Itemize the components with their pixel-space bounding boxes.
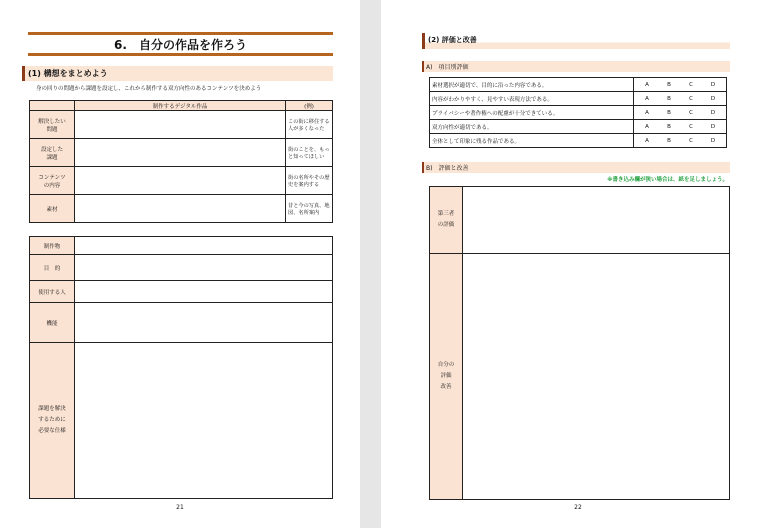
evaluation-table	[429, 186, 730, 500]
section-marker	[422, 33, 425, 49]
grade-d[interactable]: D	[710, 81, 716, 88]
page-22	[381, 0, 765, 528]
plan-row-input[interactable]	[75, 195, 286, 223]
sub-heading-a	[422, 61, 730, 72]
plan-header-blank	[30, 101, 75, 111]
instruction-text: 身の回りの問題から課題を設定し、これから制作する双方向性のあるコンテンツを決めよう	[36, 86, 262, 92]
spec-row-label: 機能	[30, 303, 75, 343]
spec-row-input[interactable]	[75, 303, 333, 343]
grade-c[interactable]: C	[689, 109, 693, 116]
section-marker	[22, 66, 25, 81]
plan-row-label: 解決したい 問題	[30, 111, 75, 139]
grade-d[interactable]: D	[710, 95, 716, 102]
section-heading-1-text: (1) 構想をまとめよう	[28, 69, 108, 78]
spec-row-input[interactable]	[75, 281, 333, 303]
section-heading-1	[22, 66, 333, 81]
sub-marker	[422, 162, 424, 173]
plan-header-example: (例)	[286, 101, 333, 111]
spec-row-label: 制作物	[30, 237, 75, 255]
plan-row-label: コンテンツ の内容	[30, 167, 75, 195]
sub-heading-b-text: B) 評価と改善	[426, 165, 469, 172]
grade-d[interactable]: D	[710, 137, 716, 144]
grade-cell[interactable]	[634, 120, 727, 134]
grade-cell[interactable]	[634, 92, 727, 106]
sub-heading-a-text: A) 項目別評価	[426, 64, 469, 71]
grade-cell[interactable]	[634, 106, 727, 120]
plan-row-input[interactable]	[75, 111, 286, 139]
eval-row-input[interactable]	[463, 254, 730, 500]
spec-row-label: 使用する人	[30, 281, 75, 303]
eval-row-label: 自分の 評価 改善	[430, 254, 463, 500]
plan-row-input[interactable]	[75, 167, 286, 195]
note-text: ※書き込み欄が狭い場合は、紙を足しましょう。	[607, 177, 728, 183]
grade-a[interactable]: A	[645, 81, 649, 88]
sub-heading-b	[422, 162, 730, 173]
plan-header-work: 制作するデジタル作品	[75, 101, 286, 111]
spec-row-label: 目 的	[30, 255, 75, 281]
grade-a[interactable]: A	[645, 123, 649, 130]
page-title: 6. 自分の作品を作ろう	[114, 38, 247, 52]
grade-b[interactable]: B	[667, 95, 671, 102]
title-rule-bottom	[28, 53, 333, 56]
grade-d[interactable]: D	[710, 109, 716, 116]
grade-cell[interactable]	[634, 134, 727, 148]
plan-row-example: 昔と今の写真、地図、名所案内	[286, 195, 333, 223]
plan-row-input[interactable]	[75, 139, 286, 167]
plan-row-example: 街のことを、もっと知ってほしい	[286, 139, 333, 167]
plan-row-example: 街の名所やその歴史を案内する	[286, 167, 333, 195]
spec-row-input[interactable]	[75, 255, 333, 281]
spec-table	[29, 236, 333, 499]
section-heading-2	[422, 33, 730, 49]
criteria-table	[429, 77, 727, 148]
page-number: 22	[574, 504, 582, 511]
grade-a[interactable]: A	[645, 137, 649, 144]
criteria-text: 双方向性が適切である。	[430, 120, 634, 134]
sub-marker	[422, 61, 424, 72]
grade-c[interactable]: C	[689, 95, 693, 102]
eval-row-label: 第三者 の評価	[430, 187, 463, 254]
plan-row-example: この街に移住する人が多くなった	[286, 111, 333, 139]
grade-a[interactable]: A	[645, 109, 649, 116]
grade-b[interactable]: B	[667, 109, 671, 116]
section-heading-2-text: (2) 評価と改善	[428, 36, 477, 44]
plan-row-label: 設定した 課題	[30, 139, 75, 167]
eval-row-input[interactable]	[463, 187, 730, 254]
grade-d[interactable]: D	[710, 123, 716, 130]
criteria-text: 内容がわかりやすく、見やすい表現方法である。	[430, 92, 634, 106]
page-21	[0, 0, 360, 528]
criteria-text: 素材選択が適切で、目的に沿った内容である。	[430, 78, 634, 92]
plan-table	[29, 100, 333, 223]
page-number: 21	[176, 504, 184, 511]
criteria-text: プライバシーや著作権への配慮が十分できている。	[430, 106, 634, 120]
grade-c[interactable]: C	[689, 81, 693, 88]
spec-row-input[interactable]	[75, 237, 333, 255]
grade-b[interactable]: B	[667, 81, 671, 88]
title-rule-top	[28, 32, 333, 35]
criteria-text: 全体として印象に残る作品である。	[430, 134, 634, 148]
spec-row-label: 課題を解決 するために 必要な仕様	[30, 343, 75, 499]
grade-c[interactable]: C	[689, 137, 693, 144]
plan-row-label: 素材	[30, 195, 75, 223]
grade-cell[interactable]	[634, 78, 727, 92]
grade-a[interactable]: A	[645, 95, 649, 102]
grade-b[interactable]: B	[667, 137, 671, 144]
spec-row-input[interactable]	[75, 343, 333, 499]
grade-b[interactable]: B	[667, 123, 671, 130]
grade-c[interactable]: C	[689, 123, 693, 130]
